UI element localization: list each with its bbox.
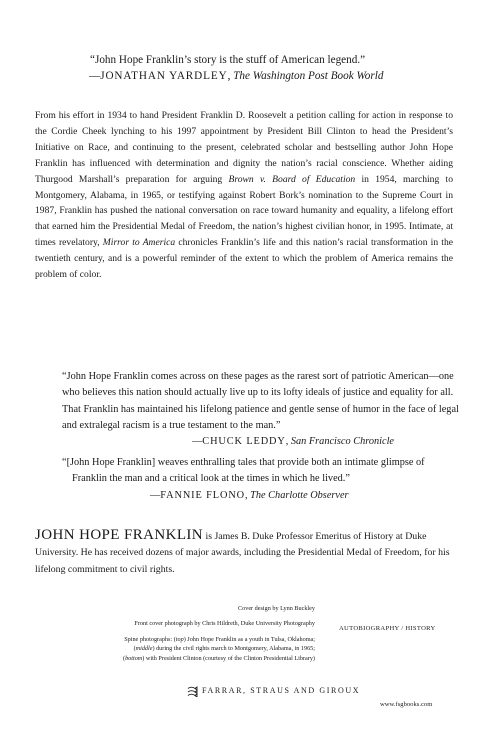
bio-text: is James B. Duke Professor Emeritus of History at Duke University. He has received dozens of major awards, including the Presidential Medal of Freedom, for his lifelong commitment to civil rights. — [35, 531, 450, 575]
quote-text-line: Franklin the man and a critical look at the times in which he lived.” — [72, 473, 350, 485]
attribution-name: FANNIE FLONO — [160, 489, 245, 501]
description-text: From his effort in 1934 to hand President Franklin D. Roosevelt a petition calling for action in response to the Cordie Cheek lynching to his 1997 appointment by President Bill Clinton to head the President’s Initiative on Race, and continuing to the present, celebrated scholar and bestselling author John Hope Franklin has influenced with determination and dignity the nation’s racial conscience. Whether aiding Thurgood Marshall’s preparation for arguing — [35, 110, 453, 185]
quote-attribution: —FANNIE FLONO, The Charlotte Observer — [150, 489, 349, 501]
attribution-source: The Charlotte Observer — [250, 489, 349, 501]
publisher-name: FARRAR, STRAUS AND GIROUX — [202, 686, 361, 695]
attribution-source: San Francisco Chronicle — [290, 436, 395, 448]
publisher-fish-logo-icon — [187, 684, 198, 702]
book-description — [35, 108, 453, 283]
credit-label: bottom — [125, 654, 143, 662]
credit-label: middle — [135, 645, 153, 653]
credit-label: top — [175, 635, 184, 643]
author-name: JOHN HOPE FRANKLIN — [35, 527, 204, 543]
attribution-dash: — — [192, 436, 203, 448]
quote-attribution: —CHUCK LEDDY, San Francisco Chronicle — [192, 436, 395, 448]
author-bio — [35, 527, 455, 578]
credit-text: ) during the civil rights march to Montgomery, Alabama, in 1965; — [152, 645, 315, 653]
leddy-quote — [62, 369, 460, 450]
quote-attribution: —JONATHAN YARDLEY, The Washington Post Book World — [89, 70, 384, 82]
quote-text: “John Hope Franklin’s story is the stuff of American legend.” — [90, 54, 366, 66]
publisher-website: www.fsgbooks.com — [380, 701, 433, 708]
credit-text: Spine photographs: ( — [124, 635, 176, 643]
credit-text: ) with President Clinton (courtesy of the Clinton Presidential Library) — [142, 654, 315, 662]
description-text: in 1954, marching to Montgomery, Alabama, in 1965, or testifying against Robert Bork’s nomination to the Supreme Court in 1987, Franklin has pushed the national conversation on race toward humanity and equality, a lifelong effort that earned him the Presidential Medal of Freedom, the nation’s highest civilian honor, in 1995. Intimate, at times revelatory, — [35, 173, 453, 249]
attribution-name: CHUCK LEDDY — [202, 436, 286, 448]
attribution-dash: — — [150, 489, 161, 501]
credit-text: ) John Hope Franklin as a youth in Tulsa, Oklahoma; — [183, 635, 315, 643]
front-photo-credit: Front cover photograph by Chris Hildreth, Duke University Photography — [134, 620, 315, 628]
case-title: Brown v. Board of Education — [228, 173, 356, 185]
attribution-source: The Washington Post Book World — [233, 70, 384, 82]
description-text: chronicles Franklin’s life and this nation’s racial transformation in the twentieth century, and is a powerful reminder of the extent to which the problem of America remains the problem of color. — [35, 237, 454, 281]
flono-quote — [62, 455, 462, 504]
book-title: Mirror to America — [102, 237, 176, 249]
quote-text-line: “[John Hope Franklin] weaves enthralling tales that provide both an intimate glimpse of — [62, 457, 425, 468]
photo-credits — [80, 604, 315, 663]
attribution-name: JONATHAN YARDLEY — [100, 70, 228, 82]
genre-label: AUTOBIOGRAPHY / HISTORY — [339, 625, 436, 632]
quote-text: “John Hope Franklin comes across on these pages as the rarest sort of patriotic American—one who believes this nation should actually live up to its lofty ideals of justice and equality for all. That Franklin has maintained his lifelong patience and gentle sense of humor in the face of legal and extralegal racism is a true testament to the man.” — [62, 371, 459, 431]
yardley-quote — [60, 52, 460, 84]
spine-photo-credit: Spine photographs: (top) John Hope Franklin as a youth in Tulsa, Oklahoma; (middle) during the civil rights march to Montgomery, Alabama, in 1965; (bottom) with President Clinton (courtesy of the Clinton Presidential Library) — [123, 635, 315, 662]
attribution-dash: — — [89, 70, 101, 82]
cover-design-credit: Cover design by Lynn Buckley — [238, 605, 315, 612]
